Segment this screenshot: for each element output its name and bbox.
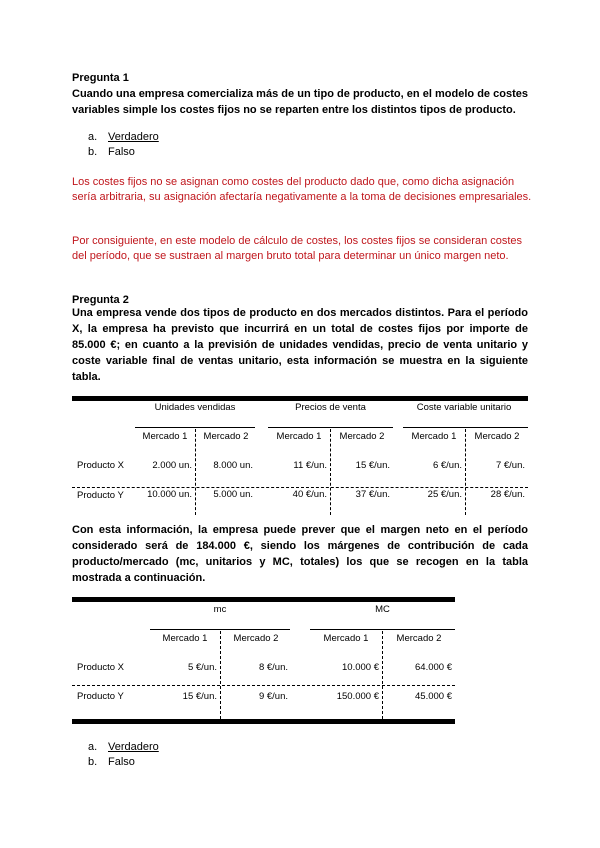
table2-sub-1: Mercado 1 [162, 633, 208, 644]
table2-vdash-2 [382, 631, 383, 719]
q2-option-a[interactable] [88, 741, 159, 753]
table2-sub-3: Mercado 1 [323, 633, 369, 644]
table2-rule-mc [150, 629, 290, 630]
q1-feedback-2: Por consiguiente, en este modelo de cálculo de costes, los costes fijos se consideran costes del período, que se sustraen al margen bruto total para determinar un único margen neto. [72, 235, 523, 262]
table1-row-x-c2: 8.000 un. [213, 460, 253, 471]
table1-sub-1: Mercado 1 [142, 431, 188, 442]
table2-row-x-label: Producto X [77, 662, 124, 673]
q2-body-2: Con esta información, la empresa puede prever que el margen neto en el período considerado será de 184.000 €, siendo los márgenes de contribución de cada producto/mercado (mc, unitarios y MC, totales) los que se recogen en la tabla mostrada a continuación. [72, 524, 528, 584]
q1-title: Pregunta 1 [72, 72, 129, 84]
table2-row-y-c3: 150.000 € [336, 691, 379, 702]
table1-sub-6: Mercado 2 [474, 431, 520, 442]
table2-group-MC-total: MC [375, 604, 390, 615]
table1-row-x-c6: 7 €/un. [495, 460, 525, 471]
table2-top-rule [72, 597, 455, 602]
table2-vdash-1 [220, 631, 221, 719]
table2-group-mc: mc [213, 604, 227, 615]
table1-rule-prices [268, 427, 393, 428]
table1-row-y-c2: 5.000 un. [213, 489, 253, 500]
table1-row-x-c3: 11 €/un. [293, 460, 327, 471]
table2-sub-2: Mercado 2 [233, 633, 279, 644]
table1-rule-varcost [403, 427, 528, 428]
table2-bottom-rule [72, 719, 455, 724]
table1-group-varcost: Coste variable unitario [416, 402, 512, 413]
q2-option-b-text: Falso [108, 756, 135, 768]
table2-rule-MC-total [310, 629, 455, 630]
table1-sub-3: Mercado 1 [276, 431, 322, 442]
q2-option-b-letter: b. [88, 756, 98, 768]
table1-row-y-c1: 10.000 un. [147, 489, 192, 500]
table2-row-y-c1: 15 €/un. [182, 691, 217, 702]
table1-row-x-c4: 15 €/un. [355, 460, 390, 471]
table1-row-y-label: Producto Y [77, 490, 124, 501]
table1-row-y-c4: 37 €/un. [355, 489, 390, 500]
q1-option-b-text: Falso [108, 146, 135, 158]
table1-vdash-3 [465, 429, 466, 515]
table2-row-divider [72, 685, 455, 686]
table1-group-units: Unidades vendidas [154, 402, 236, 413]
table2-row-y-c4: 45.000 € [415, 691, 452, 702]
table1-sub-5: Mercado 1 [411, 431, 457, 442]
table1-top-rule [72, 396, 528, 401]
table2-sub-4: Mercado 2 [396, 633, 442, 644]
q1-option-a[interactable] [88, 131, 159, 143]
table1-row-y-c6: 28 €/un. [490, 489, 525, 500]
table1-row-x-label: Producto X [77, 460, 124, 471]
table1-row-x-c5: 6 €/un. [432, 460, 462, 471]
table1-sub-4: Mercado 2 [339, 431, 385, 442]
table1-vdash-2 [330, 429, 331, 515]
table1-row-y-c5: 25 €/un. [427, 489, 462, 500]
table1-row-divider [72, 487, 528, 488]
table1-sub-2: Mercado 2 [203, 431, 249, 442]
table2-row-y-c2: 9 €/un. [258, 691, 288, 702]
q1-option-a-letter: a. [88, 131, 98, 143]
q1-body: Cuando una empresa comercializa más de un tipo de producto, en el modelo de costes variables simple los costes fijos no se reparten entre los distintos tipos de producto. [72, 88, 528, 116]
table1-row-y-c3: 40 €/un. [292, 489, 327, 500]
q1-option-a-text: Verdadero [108, 131, 159, 143]
table1-vdash-1 [195, 429, 196, 515]
q2-option-b[interactable] [88, 756, 135, 768]
table1-group-prices: Precios de venta [295, 402, 366, 413]
table1-row-x-c1: 2.000 un. [152, 460, 192, 471]
q2-option-a-text: Verdadero [108, 741, 159, 753]
table2-row-x-c1: 5 €/un. [187, 662, 217, 673]
q1-option-b[interactable] [88, 146, 135, 158]
q2-option-a-letter: a. [88, 741, 98, 753]
table2-row-x-c3: 10.000 € [342, 662, 379, 673]
q2-body: Una empresa vende dos tipos de producto en dos mercados distintos. Para el período X, la empresa ha previsto que incurrirá en un total de costes fijos por importe de 85.000 €; en cuanto a la previsión de unidades vendidas, precio de venta unitario y coste variable final de ventas unitario, esta información se muestra en la siguiente tabla. [72, 307, 528, 383]
table2-row-x-c2: 8 €/un. [258, 662, 288, 673]
q1-option-b-letter: b. [88, 146, 98, 158]
table1-rule-units [135, 427, 255, 428]
q2-title: Pregunta 2 [72, 294, 129, 306]
q1-feedback-1: Los costes fijos no se asignan como costes del producto dado que, como dicha asignación sería arbitraria, su asignación afectaría negativamente a la toma de decisiones empresariales. [72, 176, 532, 203]
table2-row-y-label: Producto Y [77, 691, 124, 702]
table2-row-x-c4: 64.000 € [415, 662, 452, 673]
